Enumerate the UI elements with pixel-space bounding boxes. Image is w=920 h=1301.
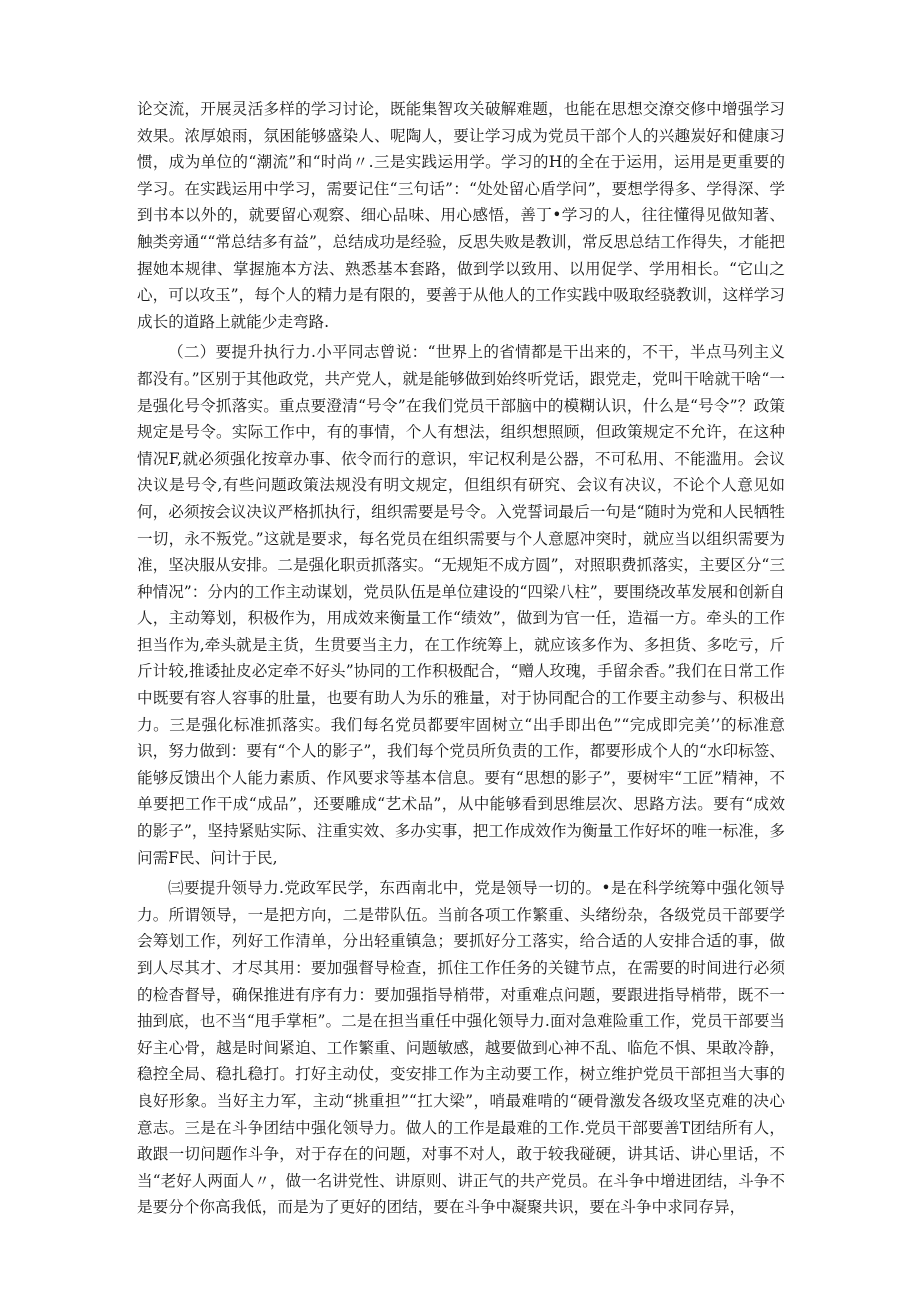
- paragraph-execution-power: （二）要提升执行力.小平同志曾说：“世界上的省情都是干出来的，不干，半点马列主义都没有。”区别于其他政党，共产党人，就是能够做到始终听党话，跟党走，党叫干啥就干啥“一是强化号令抓落实。重点要澄清“号令”在我们党员干部脑中的模糊认识，什么是“号令”？政策规定是号令。实际工作中，有的事情，个人有想法，组织想照顾，但政策规定不允许，在这种情况F,就必须强化按章办事、依令而行的意识，牢记权利是公器，不可私用、不能滥用。会议决议是号令,有些问题政策法规没有明文规定，但组织有研究、会议有决议，不论个人意见如何，必须按会议决议严格抓执行，组织需要是号令。入党誓词最后一句是“随时为党和人民牺牲一切，永不叛党。”这就是要求，每名党员在组织需要与个人意愿冲突时，就应当以组织需要为准，坚决服从安排。二是强化职贡抓落实。“无规矩不成方圆”，对照职费抓落实，主要区分“三种情况”：分内的工作主动谋划，党员队伍是单位建设的“四梁八柱”，要围绕改革发展和创新自人，主动筹划，积极作为，用成效来衡量工作“绩效”，做到为官一任，造福一方。牵头的工作担当作为,牵头就是主货，生贯要当主力，在工作统筹上，就应该多作为、多担货、多吃亏，斤斤计较,推诿扯皮必定牵不好头”协同的工作积极配合，“赠人玫瑰，手留余香。”我们在日常工作中既要有容人容事的肚量，也要有助人为乐的雅量，对于协同配合的工作要主动参与、积极出力。三是强化标准抓落实。我们每名党员都要牢固树立“出手即出色”“完成即完美’’的标准意识，努力做到：要有“个人的影子”，我们每个党员所负责的工作，都要形成个人的“水印标签、能够反馈出个人能力素质、作风要求等基本信息。要有“思想的影子”，要树牢“工匠”精神，不单要把工作干成“成品”，还要雕成“艺术品”，从中能够看到思维层次、思路方法。要有“成效的影子”，坚持紧贴实际、注重实效、多办实事，把工作成效作为衡量工作好坏的唯一标准，多问需F民、问计于民,: [137, 343, 785, 867]
- paragraph-leadership-power: ㈢要提升领导力.党政军民学，东西南北中，党是领导一切的。•是在科学统筹中强化领导力。所谓领导，一是把方向，二是带队伍。当前各项工作繁重、头绪纷杂，各级党员干部要学会筹划工作，列好工作清单，分出轻重镇急；要抓好分工落实，给合适的人安排合适的事，做到人尽其才、才尽其用：要加强督导检查，抓住工作任务的关键节点，在需要的时间进行必须的检杳督导，确保推进有序有力：要加强指导梢带，对重难点问题，要跟进指导梢带，既不一抽到底，也不当“甩手掌柜”。二是在担当重任中强化领导力.面对急难险重工作，党员干部要当好主心骨，越是时间紧迫、工作繁重、问题敏感，越要做到心神不乱、临危不惧、果敢冷静，稳控全局、稳扎稳打。打好主动仗，变安排工作为主动要工作，树立维护党员干部担当大事的良好形象。当好主力军，主动“挑重担”“扛大梁”，哨最难啃的“硬骨激发各级攻坚克难的决心意志。三是在斗争团结中强化领导力。做人的工作是最难的工作.党员干部要善T团结所有人，敢跟一切问题作斗争，对于存在的问题，对事不对人，敢于较我碰硬，讲其话、讲心里话，不当“老好人两面人〃，做一名讲党性、讲原则、讲正气的共产党员。在斗争中增进团结，斗争不是要分个你高我低，而是为了更好的团结，要在斗争中凝聚共识，要在斗争中求同存异，: [137, 879, 785, 1217]
- paragraph-study-exchange: 论交流，开展灵活多样的学习讨论，既能集智攻关破解难题，也能在思想交潦交修中增强学习效果。浓厚娘雨，氛困能够盛染人、呢陶人，要让学习成为党员干部个人的兴趣炭好和健康习惯，成为单位的“潮流”和“时尚〃.三是实践运用学。学习的H的全在于运用，运用是更重要的学习。在实践运用中学习，需要记住“三句话”：“处处留心盾学问”，要想学得多、学得深、学到书本以外的，就要留心观察、细心品味、用心感悟，善丁•学习的人，往往懂得见做知著、触类旁通““常总结多有益”，总结成功是经验，反思失败是教训，常反思总结工作得失，才能把握她本规律、掌握施本方法、熟悉基本套路，做到学以致用、以用促学、学用相长。“它山之心，可以攻玉”，每个人的精力是有限的，要善于从他人的工作实践中吸取经骁教训，这样学习成长的道路上就能少走弯路.: [137, 100, 785, 331]
- document-body: [137, 96, 785, 1225]
